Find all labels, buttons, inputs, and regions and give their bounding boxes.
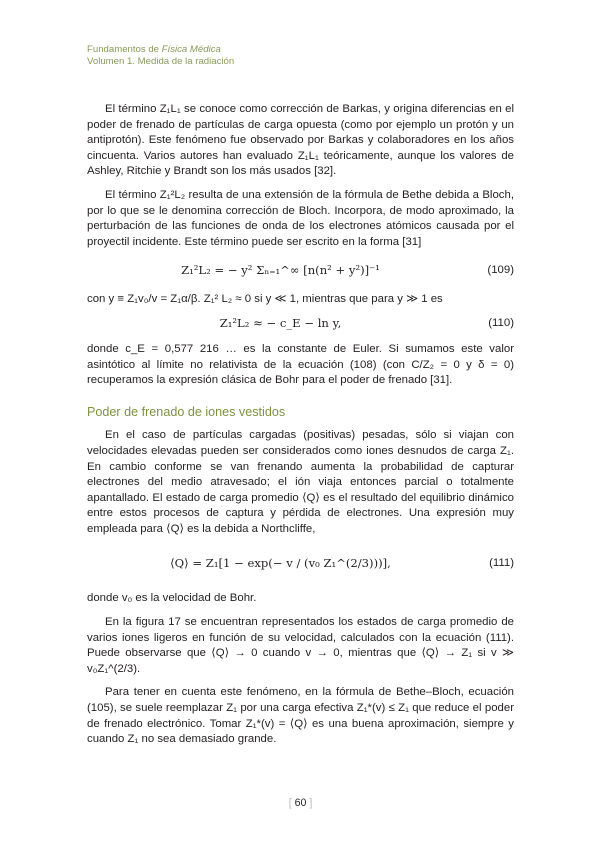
equation-109-number: (109) <box>487 264 514 277</box>
bracket-right: ] <box>309 797 313 809</box>
equation-109-body: Z₁²L₂ = − y² Σₙ₌₁^∞ [n(n² + y²)]⁻¹ <box>181 263 380 278</box>
equation-111 <box>87 543 514 585</box>
equation-109 <box>87 256 514 286</box>
paragraph-condition: con y ≡ Z₁v₀/v = Z₁α/β. Z₁² L₂ ≈ 0 si y ≪ 1, mientras que para y ≫ 1 es <box>87 293 443 306</box>
equation-110-number: (110) <box>488 316 514 329</box>
header-volume: Volumen 1. Medida de la radiación <box>87 56 235 67</box>
page-number: 60 <box>294 797 307 809</box>
paragraph-barkas: El término Z₁L₁ se conoce como corrección de Barkas, y origina diferencias en el poder de frenado de partículas de carga opuesta (como por ejemplo un protón y un antiprotón). Este fenómeno fue observado por Barkas y colaboradores en los años cincuenta. Varios autores han evaluado Z₁L₁ teóricamente, aunque los valores de Ashley, Ritchie y Brandt son los más usados [32]. <box>87 103 514 178</box>
equation-110 <box>87 314 514 336</box>
bracket-left: [ <box>288 797 292 809</box>
paragraph-effective-charge: Para tener en cuenta este fenómeno, en la fórmula de Bethe–Bloch, ecuación (105), se suele reemplazar Z₁ por una carga efectiva Z₁*(v) ≤ Z₁ que reduce el poder de frenado electrónico. Tomar Z₁*(v) = ⟨Q⟩ es una buena aproximación, siempre y cuando Z₁ no sea demasiado grande. <box>87 686 514 746</box>
paragraph-bohr-velocity: donde v₀ es la velocidad de Bohr. <box>87 592 257 605</box>
equation-111-number: (111) <box>489 557 514 570</box>
page-footer <box>0 797 601 809</box>
paragraph-dressed-ions: En el caso de partículas cargadas (positivas) pesadas, sólo si viajan con velocidades elevadas pueden ser considerados como iones desnudos de carga Z₁. En cambio conforme se van frenando aumenta la probabilidad de capturar electrones del medio atravesado; el ión viaja entonces parcial o totalmente apantallado. El estado de carga promedio ⟨Q⟩ es el resultado del equilibrio dinámico entre estos procesos de captura y pérdida de electrones. Una expresión muy empleada para ⟨Q⟩ es la debida a Northcliffe, <box>87 429 514 535</box>
paragraph-euler: donde c_E = 0,577 216 … es la constante de Euler. Si sumamos este valor asintótico al límite no relativista de la ecuación (108) (con C/Z₂ = 0 y δ = 0) recuperamos la expresión clásica de Bohr para el poder de frenado [31]. <box>87 342 514 387</box>
running-header <box>87 44 234 68</box>
equation-110-body: Z₁²L₂ ≈ − c_E − ln y, <box>219 315 342 330</box>
header-title: Fundamentos de Física Médica <box>87 44 221 55</box>
section-heading: Poder de frenado de iones vestidos <box>87 404 286 419</box>
paragraph-figure-17: En la figura 17 se encuentran representados los estados de carga promedio de varios iones ligeros en función de su velocidad, calculados con la ecuación (111). Puede observarse que ⟨Q⟩ → 0 cuando v → 0, mientras que ⟨Q⟩ → Z₁ si v ≫ v₀Z₁^(2/3). <box>87 616 514 675</box>
paragraph-bloch: El término Z₁²L₂ resulta de una extensión de la fórmula de Bethe debida a Bloch, por lo que se le denomina corrección de Bloch. Incorpora, de modo aproximado, la perturbación de las funciones de onda de los electrones atómicos causada por el proyectil incidente. Este término puede ser escrito en la forma [31] <box>87 188 514 248</box>
page-body <box>87 102 514 748</box>
equation-111-body: ⟨Q⟩ = Z₁[1 − exp(− v / (v₀ Z₁^(2/3)))], <box>170 556 391 571</box>
